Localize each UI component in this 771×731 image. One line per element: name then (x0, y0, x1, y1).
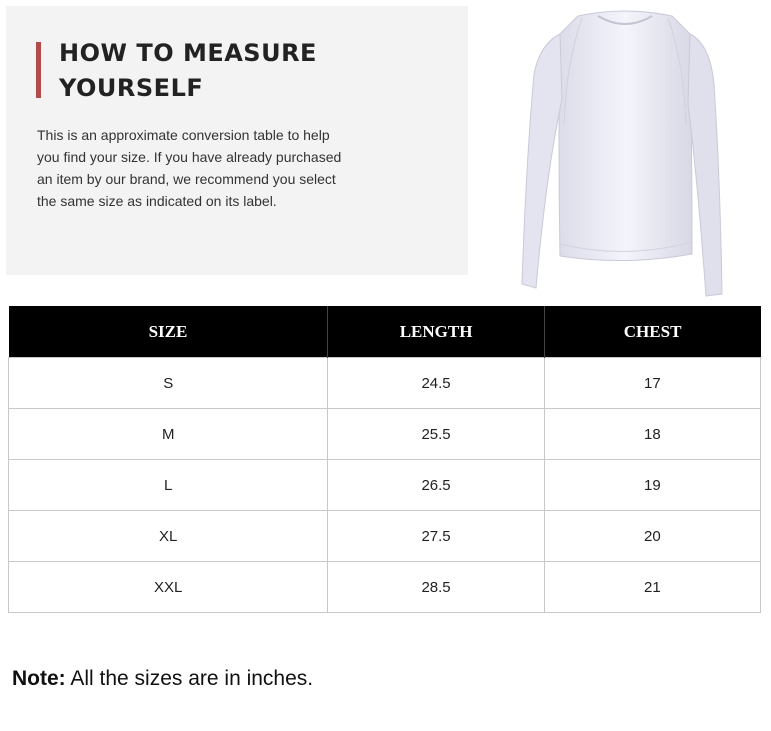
note-text: All the sizes are in inches. (65, 667, 314, 690)
table-header-row (9, 306, 761, 358)
size-chart-table (8, 306, 761, 613)
header-size: SIZE (9, 306, 328, 358)
table-row (9, 358, 761, 409)
header-chest: CHEST (544, 306, 760, 358)
heading-accent-bar (36, 42, 41, 98)
long-sleeve-shirt-image (500, 4, 750, 298)
note-label: Note: (12, 667, 66, 690)
cell-chest: 19 (544, 460, 760, 511)
cell-chest: 21 (544, 562, 760, 613)
table-row (9, 511, 761, 562)
cell-length: 24.5 (328, 358, 544, 409)
cell-chest: 20 (544, 511, 760, 562)
cell-size: L (9, 460, 328, 511)
cell-length: 27.5 (328, 511, 544, 562)
table-row (9, 409, 761, 460)
cell-chest: 17 (544, 358, 760, 409)
intro-description: This is an approximate conversion table to help you find your size. If you have already purchased an item by our brand, we recommend you select the same size as indicated on its label. (37, 127, 342, 209)
cell-length: 25.5 (328, 409, 544, 460)
cell-chest: 18 (544, 409, 760, 460)
cell-size: XXL (9, 562, 328, 613)
table-row (9, 562, 761, 613)
header-length: LENGTH (328, 306, 544, 358)
cell-length: 26.5 (328, 460, 544, 511)
table-row (9, 460, 761, 511)
cell-length: 28.5 (328, 562, 544, 613)
page-title (59, 36, 389, 106)
page-title-line-1: HOW TO MEASURE (59, 39, 317, 67)
cell-size: M (9, 409, 328, 460)
units-note (12, 667, 313, 691)
cell-size: S (9, 358, 328, 409)
cell-size: XL (9, 511, 328, 562)
page-title-line-2: YOURSELF (59, 74, 204, 102)
